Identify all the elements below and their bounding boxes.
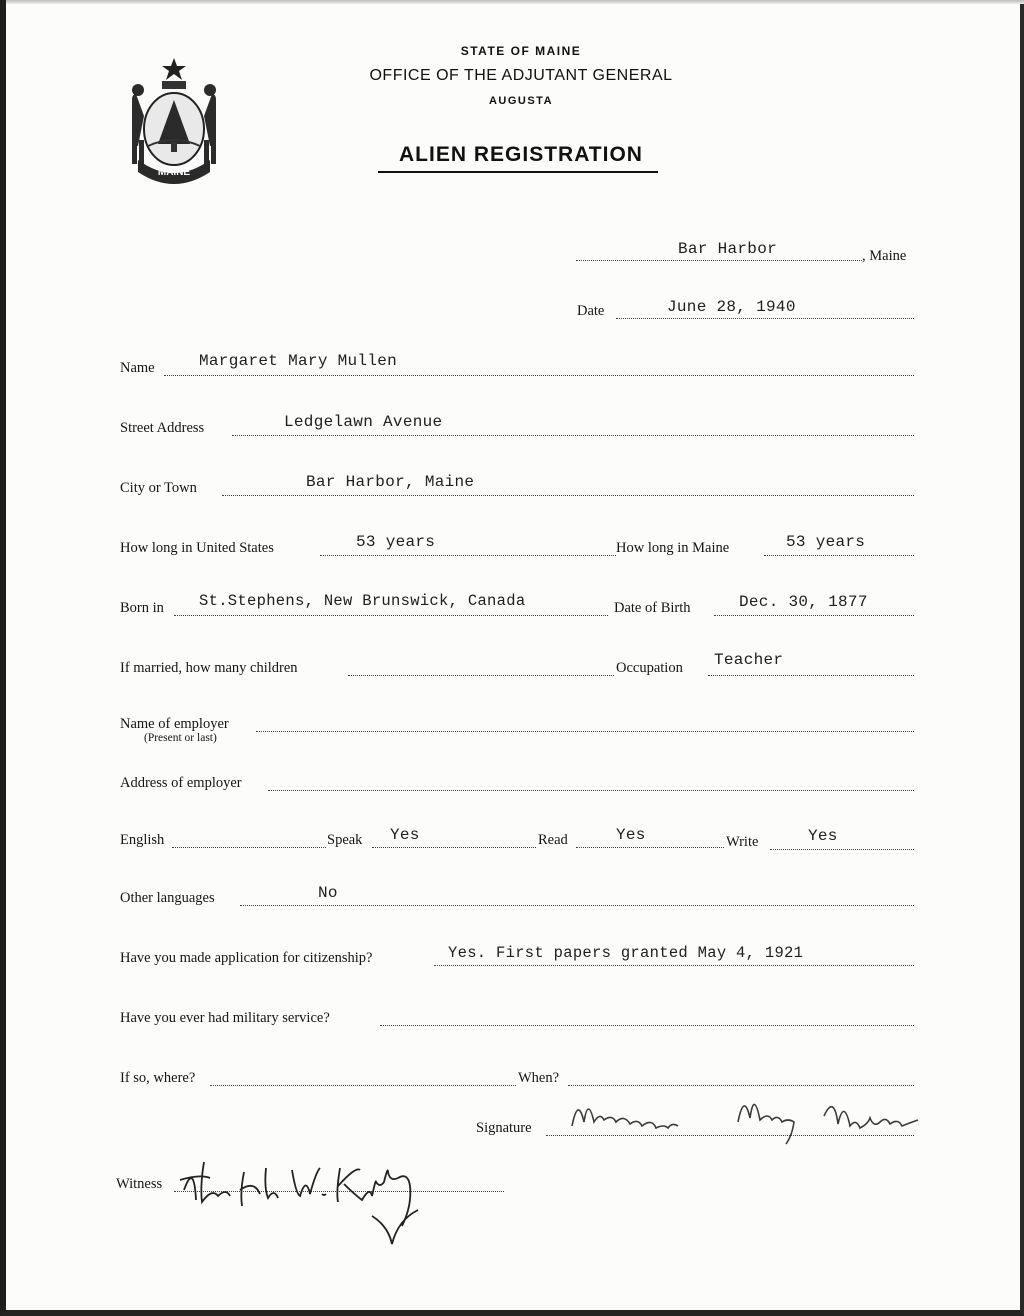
speak-value: Yes [390,826,420,844]
citizenship-label: Have you made application for citizenship? [120,950,373,966]
maine-duration-label: How long in Maine [616,540,730,556]
speak-label: Speak [327,832,363,848]
dob-label: Date of Birth [614,600,691,616]
header-office: OFFICE OF THE ADJUTANT GENERAL [369,67,673,84]
other-languages-label: Other languages [120,890,215,906]
header-state: STATE OF MAINE [460,44,582,58]
where-line [210,1085,516,1086]
maine-seal-icon [118,54,230,186]
title-underline [378,171,658,173]
employer-sublabel: (Present or last) [144,732,217,744]
read-label: Read [538,832,568,848]
maine-duration-line [764,555,914,556]
signature-handwriting [566,1086,966,1156]
when-label: When? [518,1070,560,1086]
maine-duration-value: 53 years [786,533,866,551]
employer-line [256,731,914,732]
read-value: Yes [616,826,646,844]
write-line [770,849,914,850]
employer-address-line [268,790,914,791]
us-duration-value: 53 years [356,533,436,551]
citizenship-line [434,965,914,966]
place-value: Bar Harbor [678,240,778,258]
children-line [348,675,614,676]
street-label: Street Address [120,420,205,436]
occupation-value: Teacher [714,651,784,669]
other-languages-value: No [318,884,338,902]
born-label: Born in [120,600,164,616]
occupation-label: Occupation [616,660,683,676]
street-value: Ledgelawn Avenue [284,413,443,431]
where-label: If so, where? [120,1070,196,1086]
street-line [232,435,914,436]
english-line [172,847,326,848]
witness-handwriting [174,1150,464,1250]
born-value: St.Stephens, New Brunswick, Canada [199,592,526,610]
date-label: Date [577,303,605,319]
form-title: ALIEN REGISTRATION [399,143,643,166]
citizenship-value: Yes. First papers granted May 4, 1921 [448,944,804,962]
dob-value: Dec. 30, 1877 [739,593,868,611]
city-value: Bar Harbor, Maine [306,473,475,491]
read-line [576,847,724,848]
date-value: June 28, 1940 [667,298,796,316]
scan-edge [6,0,1024,4]
dob-line [714,615,914,616]
name-label: Name [120,360,155,376]
city-label: City or Town [120,480,197,496]
military-line [380,1025,914,1026]
us-duration-line [320,555,616,556]
children-label: If married, how many children [120,660,298,676]
occupation-line [708,675,914,676]
other-languages-line [240,905,914,906]
military-label: Have you ever had military service? [120,1010,330,1026]
witness-label: Witness [116,1176,163,1192]
employer-address-label: Address of employer [120,775,242,791]
place-line [576,260,862,261]
employer-label: Name of employer [120,716,229,732]
place-suffix: , Maine [862,248,907,264]
us-duration-label: How long in United States [120,540,274,556]
speak-line [372,847,536,848]
date-line [616,318,914,319]
write-label: Write [726,834,759,850]
svg-text:MAINE: MAINE [157,167,191,178]
name-line [164,375,914,376]
header-city: AUGUSTA [488,95,554,107]
english-label: English [120,832,165,848]
name-value: Margaret Mary Mullen [199,352,398,370]
write-value: Yes [808,827,838,845]
signature-label: Signature [476,1120,532,1136]
city-line [222,495,914,496]
born-line [174,615,608,616]
